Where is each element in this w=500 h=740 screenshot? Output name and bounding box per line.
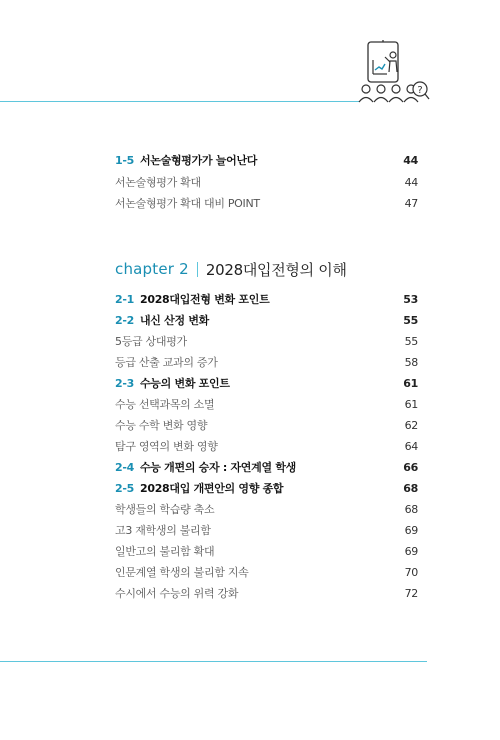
toc-code: 2-4 [115, 460, 134, 474]
toc-page-number: 61 [403, 376, 418, 390]
toc-entry-2-2[interactable] [115, 310, 418, 330]
chapter-heading [115, 258, 347, 280]
toc-page-number: 44 [403, 153, 418, 167]
toc-page-number: 64 [404, 439, 418, 453]
chapter-divider [197, 262, 198, 277]
toc-title: 수능 선택과목의 소멸 [115, 398, 215, 411]
toc-subentry[interactable] [115, 499, 418, 519]
toc-code: 1-5 [115, 153, 134, 167]
toc-title: 서논술형평가 확대 [115, 176, 201, 189]
toc-title: 인문계열 학생의 불리함 지속 [115, 566, 249, 579]
toc-title: 학생들의 학습량 축소 [115, 503, 215, 516]
toc-entry-2-1[interactable] [115, 289, 418, 309]
svg-text:?: ? [417, 85, 423, 96]
toc-title: 수능 개편의 승자 : 자연계열 학생 [139, 461, 296, 474]
toc-page-number: 55 [404, 334, 418, 348]
top-divider [0, 101, 360, 102]
toc-page-number: 69 [404, 523, 418, 537]
toc-page-number: 70 [404, 565, 418, 579]
toc-code: 2-2 [115, 313, 134, 327]
toc-subentry[interactable] [115, 331, 418, 351]
toc-subentry[interactable] [115, 172, 418, 192]
toc-subentry[interactable] [115, 394, 418, 414]
toc-page-number: 68 [403, 481, 418, 495]
toc-page-number: 62 [404, 418, 418, 432]
toc-entry-2-5[interactable] [115, 478, 418, 498]
toc-title: 서논술형평가가 늘어난다 [139, 154, 258, 167]
toc-subentry[interactable] [115, 415, 418, 435]
chapter-title: 2028대입전형의 이해 [205, 260, 347, 279]
toc-subentry[interactable] [115, 193, 418, 213]
toc-title: 내신 산정 변화 [139, 314, 209, 327]
toc-entry-1-5[interactable] [115, 150, 418, 170]
toc-title: 일반고의 불리함 확대 [115, 545, 215, 558]
toc-title: 등급 산출 교과의 증가 [115, 356, 218, 369]
toc-page-number: 44 [404, 175, 418, 189]
toc-page-number: 69 [404, 544, 418, 558]
toc-page-number: 61 [404, 397, 418, 411]
toc-title: 5등급 상대평가 [115, 335, 187, 348]
toc-title: 수시에서 수능의 위력 강화 [115, 587, 239, 600]
toc-code: 2-3 [115, 376, 134, 390]
toc-page-number: 68 [404, 502, 418, 516]
toc-subentry[interactable] [115, 583, 418, 603]
toc-page-number: 58 [404, 355, 418, 369]
toc-page-number: 66 [403, 460, 418, 474]
toc-subentry[interactable] [115, 541, 418, 561]
toc-subentry[interactable] [115, 436, 418, 456]
toc-title: 2028대입 개편안의 영향 종합 [139, 482, 284, 495]
toc-subentry[interactable] [115, 352, 418, 372]
toc-code: 2-1 [115, 292, 134, 306]
chapter-label: chapter 2 [115, 260, 189, 278]
toc-page-number: 53 [403, 292, 418, 306]
toc-page-number: 47 [404, 196, 418, 210]
toc-subentry[interactable] [115, 520, 418, 540]
bottom-divider [0, 661, 427, 662]
toc-page-number: 55 [403, 313, 418, 327]
toc-title: 고3 재학생의 불리함 [115, 524, 211, 537]
toc-page-number: 72 [404, 586, 418, 600]
toc-title: 탐구 영역의 변화 영향 [115, 440, 218, 453]
toc-subentry[interactable] [115, 562, 418, 582]
toc-title: 서논술형평가 확대 대비 POINT [115, 197, 260, 210]
toc-title: 수능 수학 변화 영향 [115, 419, 208, 432]
toc-title: 2028대입전형 변화 포인트 [139, 293, 270, 306]
toc-code: 2-5 [115, 481, 134, 495]
toc-entry-2-4[interactable] [115, 457, 418, 477]
toc-title: 수능의 변화 포인트 [139, 377, 230, 390]
classroom-presentation-icon [354, 40, 430, 104]
toc-entry-2-3[interactable] [115, 373, 418, 393]
